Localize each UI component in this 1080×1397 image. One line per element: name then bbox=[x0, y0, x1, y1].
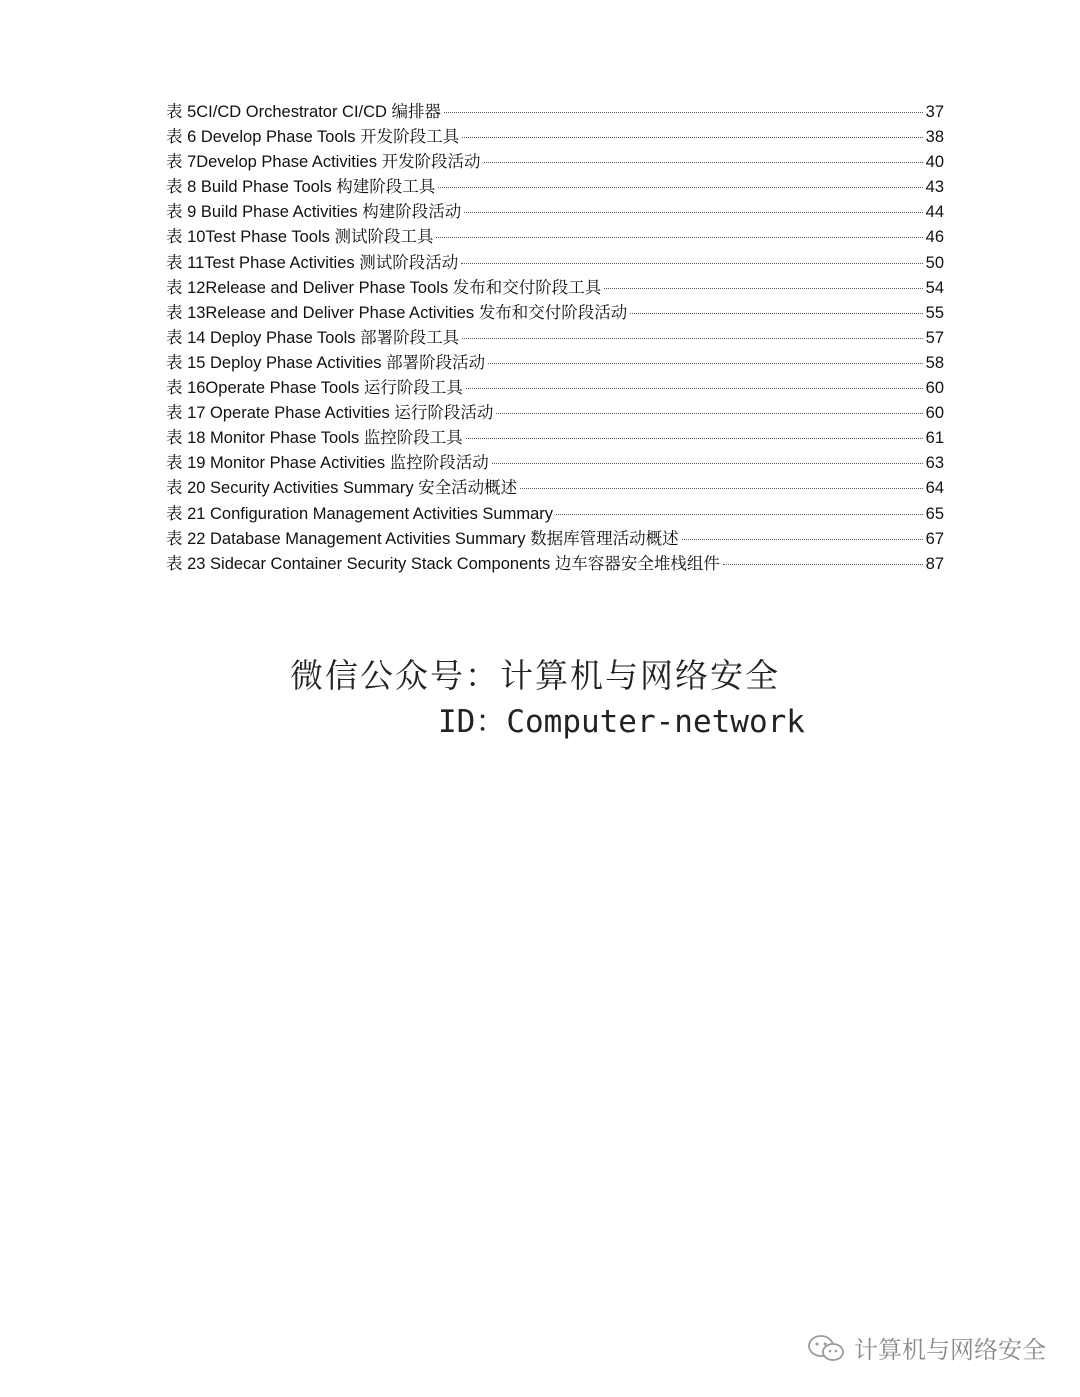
toc-entry[interactable] bbox=[166, 351, 944, 376]
toc-dot-leader bbox=[520, 488, 922, 489]
table-of-contents bbox=[166, 100, 944, 577]
toc-entry[interactable] bbox=[166, 502, 944, 527]
toc-entry[interactable] bbox=[166, 552, 944, 577]
toc-entry[interactable] bbox=[166, 326, 944, 351]
toc-dot-leader bbox=[462, 338, 922, 339]
toc-entry-label: 表 20 Security Activities Summary 安全活动概述 bbox=[166, 479, 518, 498]
toc-entry-page-number: 61 bbox=[925, 429, 944, 448]
footer-brand-name: 计算机与网络安全 bbox=[854, 1336, 1046, 1364]
toc-entry[interactable] bbox=[166, 100, 944, 125]
toc-dot-leader bbox=[630, 313, 922, 314]
toc-entry-label: 表 12Release and Deliver Phase Tools 发布和交付阶段工具 bbox=[166, 278, 602, 297]
toc-entry-page-number: 37 bbox=[925, 103, 944, 121]
watermark-account-id: ID：Computer-network bbox=[438, 704, 805, 740]
toc-entry[interactable] bbox=[166, 426, 944, 451]
toc-entry-label: 表 18 Monitor Phase Tools 监控阶段工具 bbox=[166, 429, 463, 448]
toc-entry-label: 表 10Test Phase Tools 测试阶段工具 bbox=[166, 228, 434, 247]
toc-entry[interactable] bbox=[166, 225, 944, 250]
toc-dot-leader bbox=[438, 187, 922, 188]
toc-entry-page-number: 50 bbox=[925, 253, 944, 272]
toc-entry-page-number: 43 bbox=[925, 178, 944, 197]
toc-entry-label: 表 14 Deploy Phase Tools 部署阶段工具 bbox=[166, 328, 460, 347]
toc-entry-page-number: 60 bbox=[925, 379, 944, 398]
toc-dot-leader bbox=[461, 263, 922, 264]
toc-entry-page-number: 44 bbox=[925, 203, 944, 222]
toc-entry[interactable] bbox=[166, 251, 944, 276]
toc-entry-label: 表 11Test Phase Activities 测试阶段活动 bbox=[166, 253, 459, 272]
toc-entry-page-number: 55 bbox=[925, 303, 944, 322]
toc-dot-leader bbox=[488, 363, 923, 364]
toc-entry-label: 表 13Release and Deliver Phase Activities 发布和交付阶段活动 bbox=[166, 303, 628, 322]
toc-dot-leader bbox=[444, 112, 923, 113]
toc-entry-page-number: 64 bbox=[925, 479, 944, 498]
watermark-account-name: 微信公众号：计算机与网络安全 bbox=[290, 656, 780, 695]
toc-dot-leader bbox=[466, 438, 923, 439]
toc-entry[interactable] bbox=[166, 301, 944, 326]
toc-entry[interactable] bbox=[166, 527, 944, 552]
toc-dot-leader bbox=[492, 463, 923, 464]
toc-entry-label: 表 7Develop Phase Activities 开发阶段活动 bbox=[166, 153, 481, 172]
toc-entry[interactable] bbox=[166, 376, 944, 401]
toc-dot-leader bbox=[556, 514, 923, 515]
toc-entry[interactable] bbox=[166, 401, 944, 426]
toc-entry[interactable] bbox=[166, 200, 944, 225]
toc-entry-label: 表 23 Sidecar Container Security Stack Components 边车容器安全堆栈组件 bbox=[166, 554, 720, 573]
toc-entry-label: 表 8 Build Phase Tools 构建阶段工具 bbox=[166, 178, 436, 197]
toc-entry-label: 表 6 Develop Phase Tools 开发阶段工具 bbox=[166, 128, 460, 147]
toc-dot-leader bbox=[484, 162, 923, 163]
toc-entry-page-number: 46 bbox=[925, 228, 944, 247]
toc-entry-page-number: 57 bbox=[925, 328, 944, 347]
toc-entry-page-number: 67 bbox=[925, 529, 944, 548]
toc-dot-leader bbox=[436, 237, 922, 238]
toc-entry-page-number: 87 bbox=[925, 554, 944, 573]
toc-entry-label: 表 19 Monitor Phase Activities 监控阶段活动 bbox=[166, 454, 489, 473]
toc-entry[interactable] bbox=[166, 125, 944, 150]
toc-entry-label: 表 22 Database Management Activities Summary 数据库管理活动概述 bbox=[166, 529, 679, 548]
toc-dot-leader bbox=[604, 288, 922, 289]
toc-dot-leader bbox=[723, 564, 923, 565]
toc-entry-page-number: 40 bbox=[925, 153, 944, 172]
toc-entry-label: 表 17 Operate Phase Activities 运行阶段活动 bbox=[166, 404, 494, 423]
toc-entry-label: 表 15 Deploy Phase Activities 部署阶段活动 bbox=[166, 353, 486, 372]
toc-entry[interactable] bbox=[166, 175, 944, 200]
wechat-icon bbox=[806, 1333, 846, 1363]
toc-entry-label: 表 9 Build Phase Activities 构建阶段活动 bbox=[166, 203, 462, 222]
toc-entry[interactable] bbox=[166, 451, 944, 476]
wechat-watermark bbox=[290, 652, 810, 744]
toc-entry-label: 表 16Operate Phase Tools 运行阶段工具 bbox=[166, 379, 463, 398]
toc-entry[interactable] bbox=[166, 476, 944, 501]
toc-entry[interactable] bbox=[166, 276, 944, 301]
toc-dot-leader bbox=[682, 539, 923, 540]
toc-entry-page-number: 54 bbox=[925, 278, 944, 297]
toc-dot-leader bbox=[462, 137, 922, 138]
toc-entry[interactable] bbox=[166, 150, 944, 175]
toc-dot-leader bbox=[466, 388, 923, 389]
toc-entry-page-number: 65 bbox=[925, 504, 944, 523]
toc-entry-page-number: 38 bbox=[925, 128, 944, 147]
toc-dot-leader bbox=[464, 212, 922, 213]
toc-entry-label: 表 21 Configuration Management Activities Summary bbox=[166, 504, 554, 523]
footer-brand bbox=[806, 1330, 1046, 1365]
toc-entry-page-number: 60 bbox=[925, 404, 944, 423]
toc-entry-label: 表 5CI/CD Orchestrator CI/CD 编排器 bbox=[166, 103, 442, 121]
toc-dot-leader bbox=[496, 413, 922, 414]
toc-entry-page-number: 63 bbox=[925, 454, 944, 473]
toc-entry-page-number: 58 bbox=[925, 353, 944, 372]
